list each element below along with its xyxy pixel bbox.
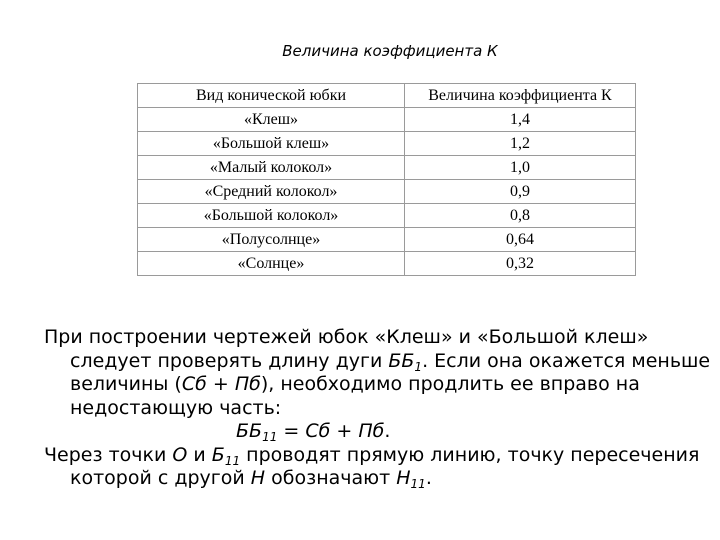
- point-b-letter: Б: [211, 443, 225, 466]
- table-row: [138, 156, 636, 180]
- coefficient-cell: 0,64: [405, 228, 636, 252]
- table-row: [138, 204, 636, 228]
- body-text: [44, 326, 714, 491]
- para2-and: и: [187, 443, 212, 466]
- paragraph-line-points: [44, 444, 714, 491]
- coefficient-cell: 0,32: [405, 252, 636, 276]
- coefficient-cell: 0,9: [405, 180, 636, 204]
- header-skirt-type: Вид конической юбки: [138, 84, 405, 108]
- formula-lhs-subscript: 11: [262, 430, 278, 444]
- arc-label: [388, 350, 422, 372]
- coefficient-cell: 1,4: [405, 108, 636, 132]
- para2-text-3: обозначают: [265, 467, 397, 489]
- formula-end: .: [384, 420, 391, 442]
- table-header-row: [138, 84, 636, 108]
- formula: [44, 420, 714, 444]
- table-row: [138, 108, 636, 132]
- para2-text-1: Через точки: [44, 443, 173, 466]
- coefficient-cell: 0,8: [405, 204, 636, 228]
- skirt-type-cell: «Большой колокол»: [138, 204, 405, 228]
- skirt-type-cell: «Солнце»: [138, 252, 405, 276]
- point-o: О: [172, 443, 188, 466]
- skirt-type-cell: «Малый колокол»: [138, 156, 405, 180]
- arc-name: ББ: [388, 349, 415, 372]
- skirt-type-cell: «Средний колокол»: [138, 180, 405, 204]
- para2-text-2: проводят прямую линию, точку пересечения которой с другой: [70, 443, 700, 489]
- skirt-type-cell: «Большой клеш»: [138, 132, 405, 156]
- arc-subscript: 1: [414, 359, 423, 374]
- table-row: [138, 180, 636, 204]
- para1-text-2: . Если она окажется меньше величины (: [70, 349, 711, 395]
- skirt-type-cell: «Клеш»: [138, 108, 405, 132]
- table-row: [138, 252, 636, 276]
- line-h: Н: [250, 467, 266, 489]
- sum-expression: Сб + Пб: [181, 373, 261, 395]
- para1-text-1: При построении чертежей юбок «Клеш» и «Большой клеш» следует проверять длину дуги: [44, 326, 649, 372]
- point-h-letter: Н: [396, 467, 411, 489]
- para1-text-3: ), необходимо продлить ее вправо на недостающую часть:: [70, 373, 640, 419]
- table-row: [138, 228, 636, 252]
- point-b11: [212, 444, 240, 466]
- formula-lhs: ББ: [236, 420, 263, 442]
- formula-rhs: = Сб + Пб: [277, 420, 385, 442]
- para2-end: .: [425, 467, 432, 489]
- paragraph-arc-check: [44, 326, 714, 420]
- point-h11: [396, 467, 426, 489]
- coefficient-table: [137, 83, 636, 276]
- table-caption: Величина коэффициента К: [282, 42, 498, 60]
- formula-expression: [236, 420, 384, 442]
- skirt-type-cell: «Полусолнце»: [138, 228, 405, 252]
- table-row: [138, 132, 636, 156]
- header-coefficient: Величина коэффициента К: [405, 84, 636, 108]
- point-h-subscript: 11: [410, 477, 426, 491]
- point-b-subscript: 11: [224, 453, 241, 468]
- coefficient-cell: 1,0: [405, 156, 636, 180]
- coefficient-cell: 1,2: [405, 132, 636, 156]
